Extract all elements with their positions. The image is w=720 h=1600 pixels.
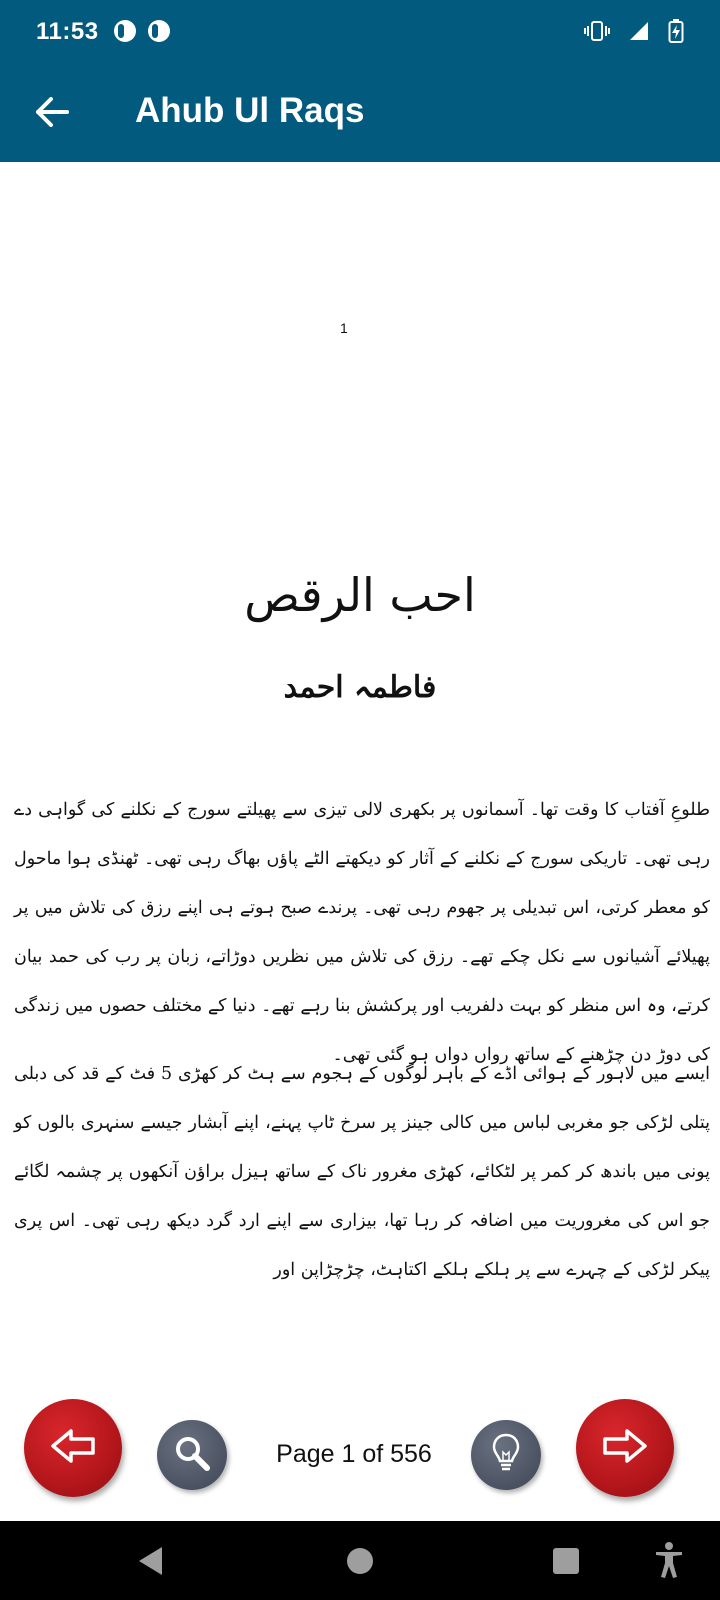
system-nav-bar — [0, 1521, 720, 1600]
search-button[interactable] — [157, 1420, 227, 1490]
signal-icon — [628, 20, 650, 46]
recents-square-icon[interactable] — [552, 1547, 580, 1579]
arrow-left-outline-icon — [51, 1428, 95, 1468]
lightbulb-button[interactable] — [471, 1420, 541, 1490]
arrow-right-outline-icon — [603, 1428, 647, 1468]
lightbulb-icon — [491, 1432, 521, 1478]
app-bar — [0, 64, 720, 162]
notification-icon — [114, 20, 136, 42]
next-page-button[interactable] — [576, 1399, 674, 1497]
notification-icon — [148, 20, 170, 42]
status-bar — [0, 0, 720, 64]
status-time: 11:53 — [36, 18, 99, 45]
back-button[interactable] — [22, 84, 82, 144]
back-triangle-icon[interactable] — [136, 1545, 166, 1581]
paragraph: طلوعِ آفتاب کا وقت تھا۔ آسمانوں پر بکھری لالی تیزی سے پھیلتے سورج کے نکلنے کی گواہی دے رہی تھی۔ تاریکی سورج کے نکلنے کے آثار کو دیکھتے الٹے پاؤں بھاگ رہی تھی۔ ٹھنڈی ہوا ماحول کو معطر کرتی، اس تبدیلی پر جھوم رہی تھی۔ پرندے صبح ہوتے ہی اپنے رزق کی تلاش میں پر پھیلائے آشیانوں سے نکل چکے تھے۔ رزق کی تلاش میں نظریں دوڑاتے، زبان پر رب کی حمد بیان کرتے، وہ اس منظر کو بہت دلفریب اور پرکشش بنا رہے تھے۔ دنیا کے مختلف حصوں میں زندگی کی دوڑ دن چڑھنے کے ساتھ رواں دواں ہو گئی تھی۔ — [14, 800, 710, 1065]
book-page — [0, 162, 720, 1522]
battery-charging-icon — [668, 18, 684, 48]
vibrate-icon — [584, 19, 610, 47]
accessibility-icon[interactable] — [654, 1541, 684, 1583]
page-number-label: 1 — [340, 320, 348, 336]
home-circle-icon[interactable] — [346, 1547, 374, 1579]
book-author: فاطمہ احمد — [283, 670, 437, 705]
arrow-left-icon — [35, 97, 69, 131]
book-title: احب الرقص — [244, 568, 476, 622]
app-title: Ahub Ul Raqs — [135, 91, 365, 130]
status-icons — [584, 18, 684, 48]
search-icon — [172, 1433, 212, 1477]
previous-page-button[interactable] — [24, 1399, 122, 1497]
paragraph: ایسے میں لاہور کے ہوائی اڈے کے باہر لوگوں کے ہجوم سے ہٹ کر کھڑی 5 فٹ کے قد کی دبلی پتلی لڑکی جو مغربی لباس میں کالی جینز پر سرخ ٹاپ پہنے، اپنے آبشار جیسے سنہری بالوں کو پونی میں باندھ کر کمر پر لٹکائے، کھڑی مغرور ناک کے ساتھ ہیزل براؤن آنکھوں پر چشمہ لگائے جو اس کی مغروریت میں اضافہ کر رہا تھا، بیزاری سے اپنے ارد گرد دیکھ رہی تھی۔ اس پری پیکر لڑکی کے چہرے سے پر ہلکے ہلکے اکتاہٹ، چڑچڑاپن اور — [14, 1064, 710, 1280]
page-indicator: Page 1 of 556 — [276, 1440, 432, 1468]
